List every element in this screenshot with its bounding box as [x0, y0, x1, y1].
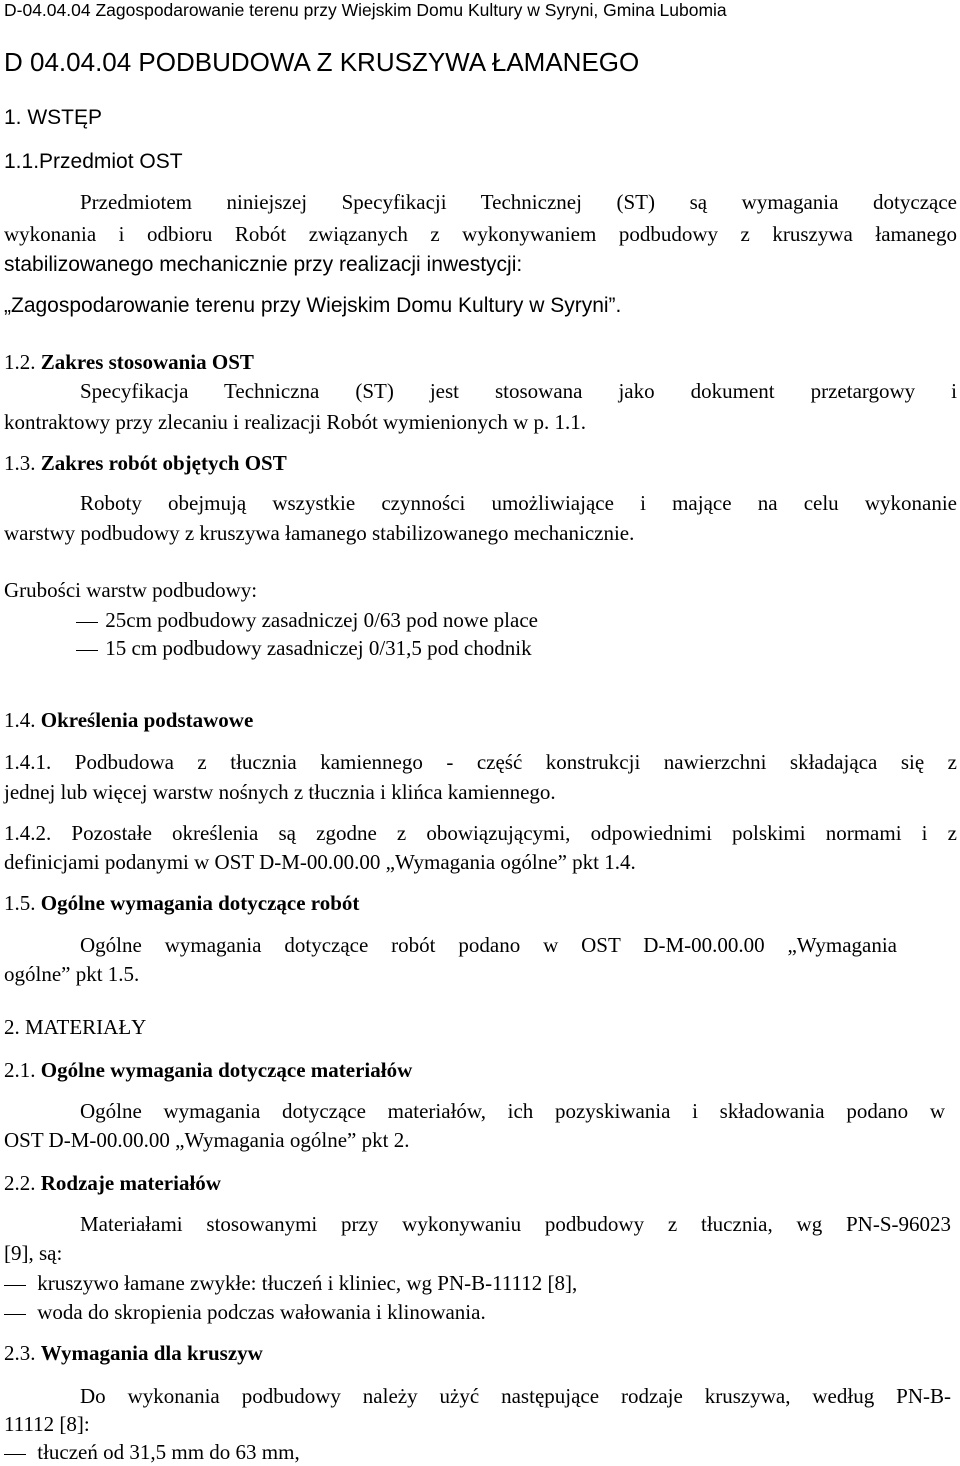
section-2-2-line-2: [9], są:: [4, 1241, 63, 1265]
section-2-1-line-2: OST D-M-00.00.00 „Wymagania ogólne” pkt 2.: [4, 1128, 410, 1152]
section-1-5-heading: [4, 891, 359, 915]
section-2-1-number: 2.1.: [4, 1058, 36, 1082]
section-1-2-line-2: kontraktowy przy zlecaniu i realizacji Robót wymienionych w p. 1.1.: [4, 410, 587, 434]
section-1-3-line-3: Grubości warstw podbudowy:: [4, 578, 258, 602]
section-2-1-heading: [4, 1058, 412, 1082]
list-item: woda do skropienia podczas wałowania i klinowania.: [4, 1300, 486, 1324]
section-1-1-heading: 1.1.Przedmiot OST: [4, 150, 183, 173]
section-1-4-number: 1.4.: [4, 708, 36, 732]
section-2-2-number: 2.2.: [4, 1171, 36, 1195]
definition-1-4-2-line-1: 1.4.2. Pozostałe określenia są zgodne z obowiązującymi, odpowiednimi polskimi normami i z: [4, 821, 957, 845]
section-1-2-heading: [4, 350, 254, 374]
list-item: 15 cm podbudowy zasadniczej 0/31,5 pod chodnik: [76, 636, 532, 660]
section-1-3-line-1: Roboty obejmują wszystkie czynności umożliwiające i mające na celu wykonanie: [80, 491, 957, 515]
list-item: kruszywo łamane zwykłe: tłuczeń i kliniec, wg PN-B-11112 [8],: [4, 1271, 577, 1295]
section-2-3-number: 2.3.: [4, 1341, 36, 1365]
section-2-heading: 2. MATERIAŁY: [4, 1015, 147, 1039]
section-1-3-title: Zakres robót objętych OST: [40, 451, 287, 475]
section-1-2-number: 1.2.: [4, 350, 36, 374]
definition-1-4-2-line-2: definicjami podanymi w OST D-M-00.00.00 „Wymagania ogólne” pkt 1.4.: [4, 850, 636, 874]
document-title: D 04.04.04 PODBUDOWA Z KRUSZYWA ŁAMANEGO: [4, 47, 640, 77]
running-header: D-04.04.04 Zagospodarowanie terenu przy Wiejskim Domu Kultury w Syryni, Gmina Lubomia: [4, 0, 727, 20]
section-1-4-heading: [4, 708, 253, 732]
section-1-1-line-2: wykonania i odbioru Robót związanych z wykonywaniem podbudowy z kruszywa łamanego: [4, 222, 957, 246]
section-1-5-number: 1.5.: [4, 891, 36, 915]
definition-1-4-1-number: 1.4.1.: [4, 750, 52, 774]
project-name: „Zagospodarowanie terenu przy Wiejskim Domu Kultury w Syryni”.: [4, 294, 622, 317]
definition-1-4-2-number: 1.4.2.: [4, 821, 52, 845]
section-2-3-line-1: Do wykonania podbudowy należy użyć następujące rodzaje kruszywa, według PN-B-: [80, 1384, 951, 1408]
section-1-4-title: Określenia podstawowe: [40, 708, 254, 732]
dash-bullet: [4, 1454, 26, 1455]
section-2-1-title: Ogólne wymagania dotyczące materiałów: [40, 1058, 413, 1082]
section-1-3-line-2: warstwy podbudowy z kruszywa łamanego stabilizowanego mechanicznie.: [4, 521, 635, 545]
section-2-2-line-1: Materiałami stosowanymi przy wykonywaniu podbudowy z tłucznia, wg PN-S-96023: [80, 1212, 951, 1236]
dash-bullet: [4, 1314, 26, 1315]
definition-1-4-1-line-2: jednej lub więcej warstw nośnych z tłucznia i klińca kamiennego.: [4, 780, 556, 804]
dash-bullet: [76, 622, 98, 623]
definition-1-4-1-line-1: 1.4.1. Podbudowa z tłucznia kamiennego - część konstrukcji nawierzchni składająca się z: [4, 750, 958, 774]
section-2-1-line-1: Ogólne wymagania dotyczące materiałów, ich pozyskiwania i składowania podano w: [80, 1099, 945, 1123]
section-2-3-heading: [4, 1341, 263, 1365]
section-1-5-line-1: Ogólne wymagania dotyczące robót podano w OST D-M-00.00.00 „Wymagania: [80, 933, 897, 957]
section-1-heading: 1. WSTĘP: [4, 106, 103, 129]
section-2-2-heading: [4, 1171, 221, 1195]
list-item: 25cm podbudowy zasadniczej 0/63 pod nowe place: [76, 608, 538, 632]
section-1-3-number: 1.3.: [4, 451, 36, 475]
section-2-3-title: Wymagania dla kruszyw: [40, 1341, 263, 1365]
section-1-5-line-2: ogólne” pkt 1.5.: [4, 962, 140, 986]
section-2-2-title: Rodzaje materiałów: [40, 1171, 221, 1195]
section-1-3-heading: [4, 451, 287, 475]
section-1-2-line-1: Specyfikacja Techniczna (ST) jest stosowana jako dokument przetargowy i: [80, 379, 957, 403]
dash-bullet: [4, 1285, 26, 1286]
list-item: tłuczeń od 31,5 mm do 63 mm,: [4, 1440, 300, 1464]
section-1-2-title: Zakres stosowania OST: [40, 350, 254, 374]
section-1-1-line-3: stabilizowanego mechanicznie przy realizacji inwestycji:: [4, 253, 523, 276]
section-1-1-line-1: Przedmiotem niniejszej Specyfikacji Technicznej (ST) są wymagania dotyczące: [80, 190, 957, 214]
dash-bullet: [76, 650, 98, 651]
section-1-5-title: Ogólne wymagania dotyczące robót: [40, 891, 360, 915]
section-2-3-line-2: 11112 [8]:: [4, 1412, 90, 1436]
